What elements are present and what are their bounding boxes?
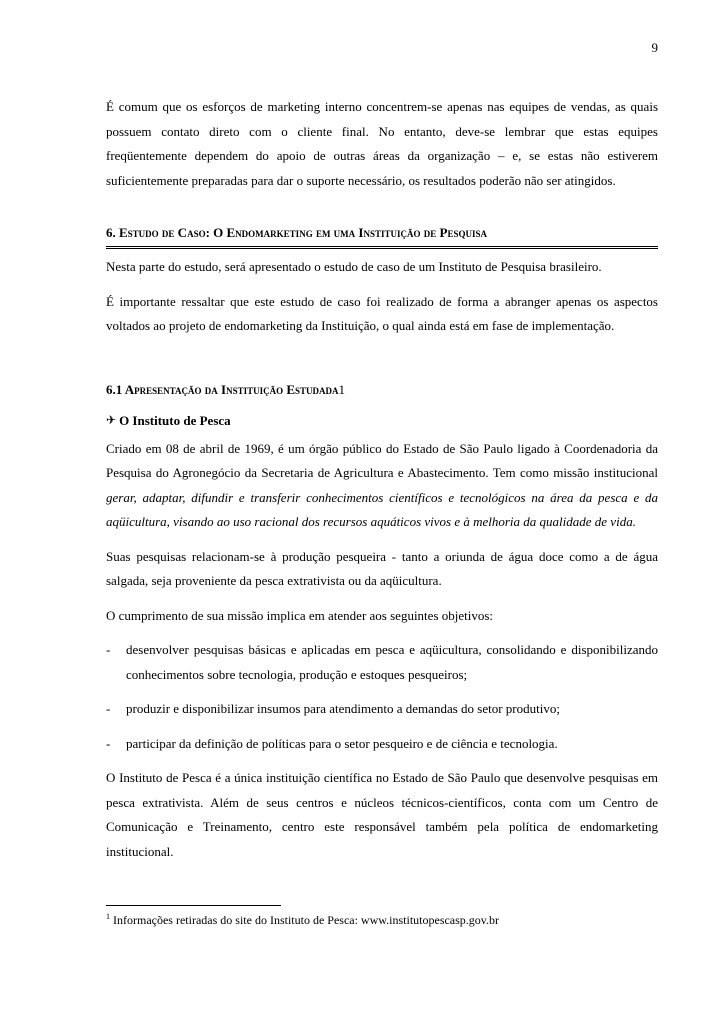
page-body bbox=[106, 95, 658, 874]
subheading-text: O Instituto de Pesca bbox=[119, 412, 231, 428]
footnote-divider bbox=[106, 905, 281, 906]
list-item bbox=[106, 697, 658, 722]
list-item bbox=[106, 638, 658, 687]
objectives-intro: O cumprimento de sua missão implica em atender aos seguintes objetivos: bbox=[106, 607, 494, 623]
mission-paragraph bbox=[106, 437, 658, 535]
section-6-paragraph-2: É importante ressaltar que este estudo de caso foi realizado de forma a abranger apenas os aspectos voltados ao projeto de endomarketing da Instituição, o qual ainda está em fase de implementação. bbox=[106, 293, 658, 333]
objective-3: participar da definição de políticas para o setor pesqueiro e de ciência e tecnologia. bbox=[126, 735, 558, 751]
footnote bbox=[106, 912, 499, 928]
list-bullet: - bbox=[106, 701, 111, 716]
mission-italic: gerar, adaptar, difundir e transferir conhecimentos científicos e tecnológicos na área da pesca e da aqüicultura, visando ao uso racional dos recursos aquáticos vivos e à melhoria da qualidade de vida. bbox=[106, 489, 658, 529]
page-number: 9 bbox=[651, 40, 658, 55]
subheading bbox=[106, 413, 658, 429]
mission-text: Criado em 08 de abril de 1969, é um órgão público do Estado de São Paulo ligado à Coordenadoria da Pesquisa do Agronegócio da Secretaria de Agricultura e Abastecimento. Tem como missão institucional bbox=[106, 440, 658, 480]
list-bullet: - bbox=[106, 735, 111, 751]
footnote-text: Informações retiradas do site do Instituto de Pesca: www.institutopescasp.gov.br bbox=[110, 913, 500, 927]
section-6-1-heading bbox=[106, 381, 658, 399]
research-paragraph: Suas pesquisas relacionam-se à produção pesqueira - tanto a oriunda de água doce como a de água salgada, seja proveniente da pesca extrativista ou da aqüicultura. bbox=[106, 548, 658, 588]
section-6-1-title: 6.1 Apresentação da Instituição Estudada bbox=[106, 381, 339, 397]
footnote-reference[interactable]: 1 bbox=[338, 381, 346, 397]
list-item bbox=[106, 732, 658, 757]
section-6-heading: 6. Estudo de Caso: O Endomarketing em uma Instituição de Pesquisa bbox=[106, 224, 658, 249]
objective-1: desenvolver pesquisas básicas e aplicadas em pesca e aqüicultura, consolidando e disponibilizando conhecimentos sobre tecnologia, produção e estoques pesqueiros; bbox=[126, 642, 658, 682]
airplane-icon: ✈ bbox=[106, 413, 117, 427]
objective-2: produzir e disponibilizar insumos para atendimento a demandas do setor produtivo; bbox=[126, 701, 560, 716]
closing-paragraph: O Instituto de Pesca é a única instituição científica no Estado de São Paulo que desenvolve pesquisas em pesca extrativista. Além de seus centros e núcleos técnicos-científicos, conta com um Centro de Comunicação e Treinamento, centro este responsável também pela política de endomarketing institucional. bbox=[106, 770, 658, 859]
footnote-number: 1 bbox=[106, 912, 110, 921]
intro-paragraph: É comum que os esforços de marketing interno concentrem-se apenas nas equipes de vendas, as quais possuem contato direto com o cliente final. No entanto, deve-se lembrar que estas equipes freqüentemente dependem do apoio de outras áreas da organização – e, se estas não estiverem suficientemente preparadas para dar o suporte necessário, os resultados poderão não ser atingidos. bbox=[106, 99, 658, 188]
list-bullet: - bbox=[106, 642, 111, 657]
section-6-paragraph-1: Nesta parte do estudo, será apresentado o estudo de caso de um Instituto de Pesquisa brasileiro. bbox=[106, 259, 602, 274]
